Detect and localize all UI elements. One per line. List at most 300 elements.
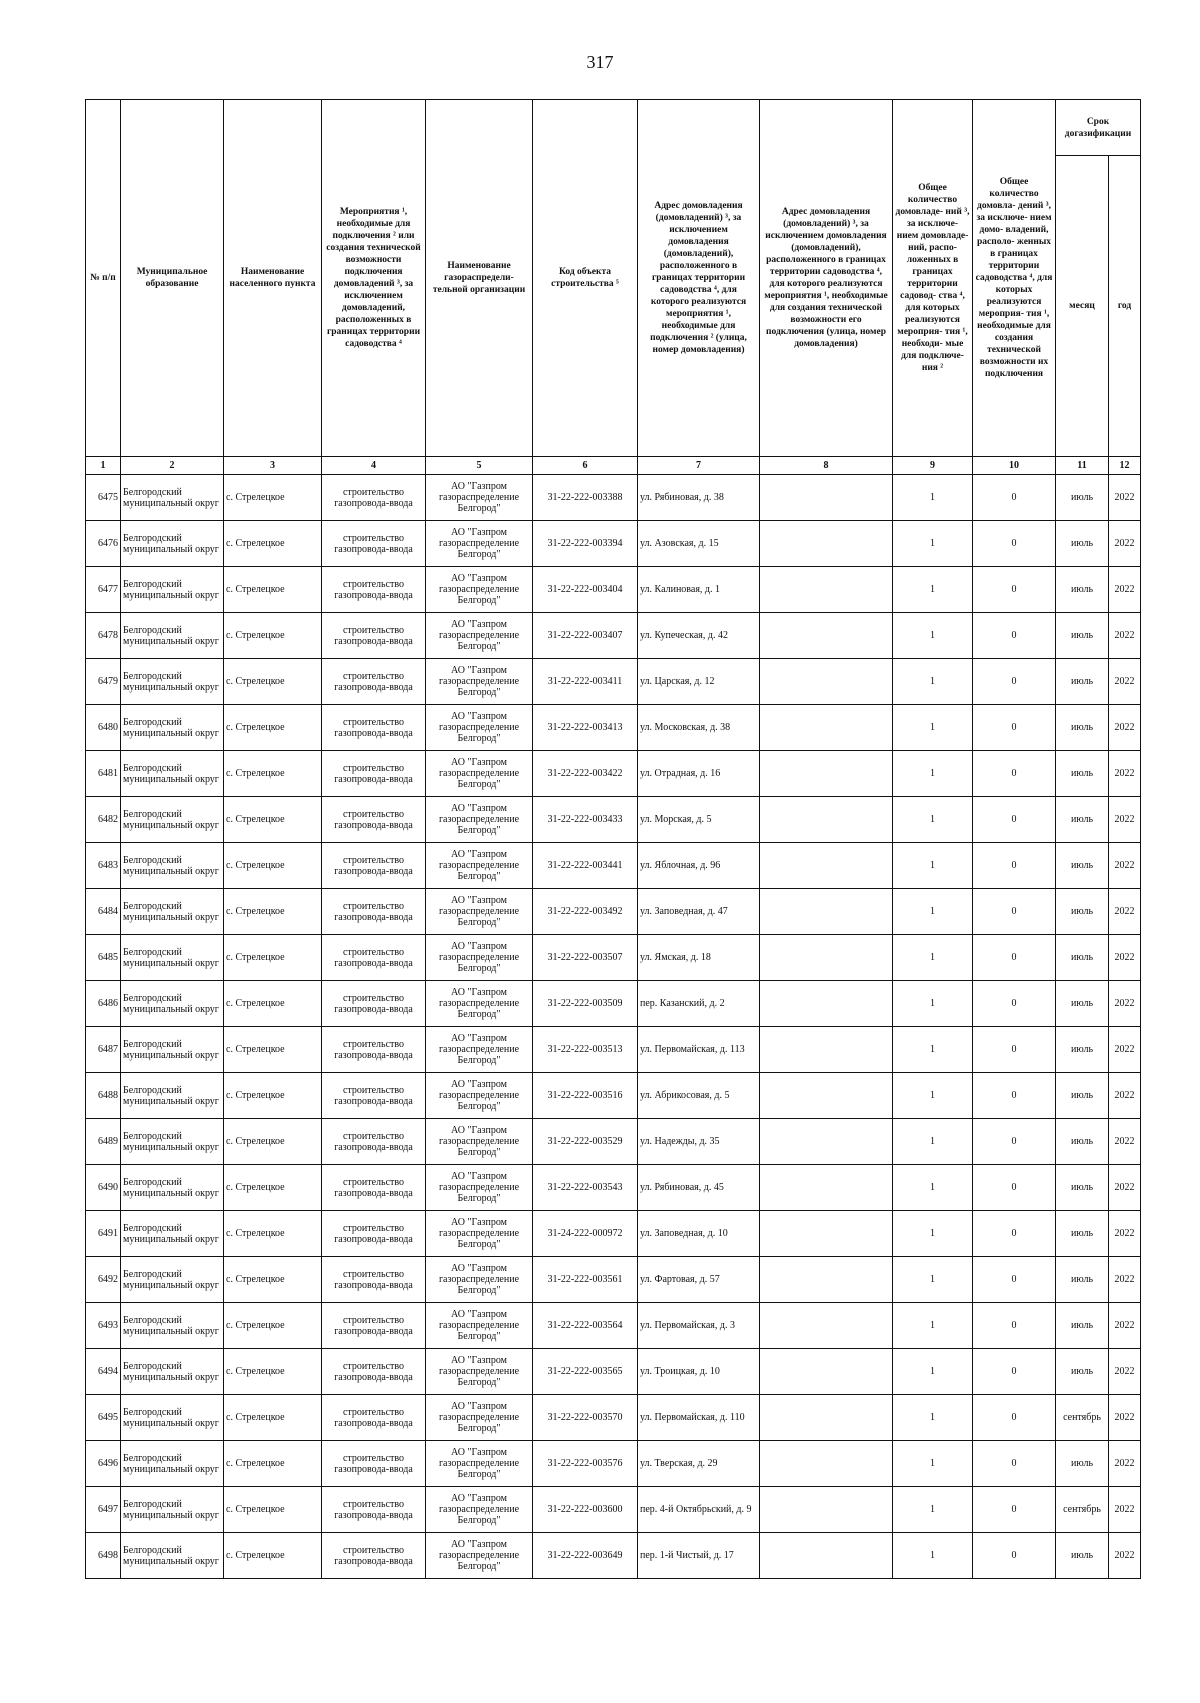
- object-code-cell: 31-22-222-003388: [533, 475, 638, 521]
- municipality-cell: Белгородский муниципальный округ: [121, 1211, 224, 1257]
- measure-cell: строительство газопровода-ввода: [322, 1441, 426, 1487]
- connect-count-cell: 1: [893, 751, 973, 797]
- address-cell: ул. Заповедная, д. 47: [638, 889, 760, 935]
- row-number: 6484: [86, 889, 121, 935]
- header-month: месяц: [1056, 156, 1109, 457]
- year-cell: 2022: [1109, 1533, 1141, 1579]
- month-cell: сентябрь: [1056, 1487, 1109, 1533]
- year-cell: 2022: [1109, 1027, 1141, 1073]
- organization-cell: АО "Газпром газораспределение Белгород": [426, 613, 533, 659]
- header-locality: Наименование населенного пункта: [224, 100, 322, 457]
- connect-count-cell: 1: [893, 567, 973, 613]
- tech-count-cell: 0: [973, 1165, 1056, 1211]
- year-cell: 2022: [1109, 521, 1141, 567]
- tech-count-cell: 0: [973, 1073, 1056, 1119]
- tech-address-cell: [760, 1257, 893, 1303]
- locality-cell: с. Стрелецкое: [224, 1349, 322, 1395]
- connect-count-cell: 1: [893, 797, 973, 843]
- municipality-cell: Белгородский муниципальный округ: [121, 1533, 224, 1579]
- municipality-cell: Белгородский муниципальный округ: [121, 475, 224, 521]
- column-number: 3: [224, 457, 322, 475]
- municipality-cell: Белгородский муниципальный округ: [121, 981, 224, 1027]
- table-row: [86, 1487, 1141, 1533]
- month-cell: июль: [1056, 935, 1109, 981]
- tech-address-cell: [760, 1211, 893, 1257]
- object-code-cell: 31-22-222-003407: [533, 613, 638, 659]
- month-cell: июль: [1056, 1073, 1109, 1119]
- tech-count-cell: 0: [973, 843, 1056, 889]
- locality-cell: с. Стрелецкое: [224, 1487, 322, 1533]
- municipality-cell: Белгородский муниципальный округ: [121, 613, 224, 659]
- tech-address-cell: [760, 1487, 893, 1533]
- header-total-connect: Общее количество домовладе- ний ³, за исключе- нием домовладе- ний, распо- ложенных в границах территории садовод- ства ⁴, для которых реализуются мероприя- тия ¹, необходи- мые для подключе- ния ²: [893, 100, 973, 457]
- year-cell: 2022: [1109, 1349, 1141, 1395]
- address-cell: ул. Первомайская, д. 110: [638, 1395, 760, 1441]
- tech-count-cell: 0: [973, 475, 1056, 521]
- measure-cell: строительство газопровода-ввода: [322, 659, 426, 705]
- connect-count-cell: 1: [893, 659, 973, 705]
- organization-cell: АО "Газпром газораспределение Белгород": [426, 1027, 533, 1073]
- tech-address-cell: [760, 843, 893, 889]
- tech-address-cell: [760, 521, 893, 567]
- organization-cell: АО "Газпром газораспределение Белгород": [426, 475, 533, 521]
- month-cell: июль: [1056, 613, 1109, 659]
- object-code-cell: 31-22-222-003561: [533, 1257, 638, 1303]
- address-cell: пер. 4-й Октябрьский, д. 9: [638, 1487, 760, 1533]
- organization-cell: АО "Газпром газораспределение Белгород": [426, 567, 533, 613]
- locality-cell: с. Стрелецкое: [224, 843, 322, 889]
- address-cell: ул. Отрадная, д. 16: [638, 751, 760, 797]
- municipality-cell: Белгородский муниципальный округ: [121, 1257, 224, 1303]
- row-number: 6487: [86, 1027, 121, 1073]
- object-code-cell: 31-22-222-003509: [533, 981, 638, 1027]
- organization-cell: АО "Газпром газораспределение Белгород": [426, 1303, 533, 1349]
- measure-cell: строительство газопровода-ввода: [322, 1257, 426, 1303]
- municipality-cell: Белгородский муниципальный округ: [121, 1303, 224, 1349]
- measure-cell: строительство газопровода-ввода: [322, 797, 426, 843]
- connect-count-cell: 1: [893, 1349, 973, 1395]
- tech-address-cell: [760, 1441, 893, 1487]
- tech-address-cell: [760, 797, 893, 843]
- locality-cell: с. Стрелецкое: [224, 751, 322, 797]
- year-cell: 2022: [1109, 935, 1141, 981]
- connect-count-cell: 1: [893, 1487, 973, 1533]
- row-number: 6483: [86, 843, 121, 889]
- row-number: 6493: [86, 1303, 121, 1349]
- tech-count-cell: 0: [973, 1257, 1056, 1303]
- locality-cell: с. Стрелецкое: [224, 705, 322, 751]
- row-number: 6494: [86, 1349, 121, 1395]
- organization-cell: АО "Газпром газораспределение Белгород": [426, 1533, 533, 1579]
- tech-count-cell: 0: [973, 1027, 1056, 1073]
- row-number: 6477: [86, 567, 121, 613]
- organization-cell: АО "Газпром газораспределение Белгород": [426, 1487, 533, 1533]
- municipality-cell: Белгородский муниципальный округ: [121, 889, 224, 935]
- locality-cell: с. Стрелецкое: [224, 1533, 322, 1579]
- row-number: 6497: [86, 1487, 121, 1533]
- municipality-cell: Белгородский муниципальный округ: [121, 1027, 224, 1073]
- organization-cell: АО "Газпром газораспределение Белгород": [426, 751, 533, 797]
- address-cell: ул. Первомайская, д. 3: [638, 1303, 760, 1349]
- table-row: [86, 1073, 1141, 1119]
- organization-cell: АО "Газпром газораспределение Белгород": [426, 797, 533, 843]
- connect-count-cell: 1: [893, 1119, 973, 1165]
- municipality-cell: Белгородский муниципальный округ: [121, 1349, 224, 1395]
- row-number: 6491: [86, 1211, 121, 1257]
- locality-cell: с. Стрелецкое: [224, 475, 322, 521]
- column-number: 6: [533, 457, 638, 475]
- table-row: [86, 1027, 1141, 1073]
- month-cell: сентябрь: [1056, 1395, 1109, 1441]
- table-row: [86, 1441, 1141, 1487]
- object-code-cell: 31-22-222-003565: [533, 1349, 638, 1395]
- tech-count-cell: 0: [973, 797, 1056, 843]
- tech-address-cell: [760, 935, 893, 981]
- year-cell: 2022: [1109, 1257, 1141, 1303]
- measure-cell: строительство газопровода-ввода: [322, 705, 426, 751]
- measure-cell: строительство газопровода-ввода: [322, 981, 426, 1027]
- month-cell: июль: [1056, 1533, 1109, 1579]
- table-row: [86, 705, 1141, 751]
- locality-cell: с. Стрелецкое: [224, 1027, 322, 1073]
- locality-cell: с. Стрелецкое: [224, 1119, 322, 1165]
- object-code-cell: 31-22-222-003433: [533, 797, 638, 843]
- organization-cell: АО "Газпром газораспределение Белгород": [426, 1395, 533, 1441]
- address-cell: ул. Фартовая, д. 57: [638, 1257, 760, 1303]
- organization-cell: АО "Газпром газораспределение Белгород": [426, 889, 533, 935]
- header-total-tech: Общее количество домовла- дений ³, за исключе- нием домо- владений, располо- женных в границах территории садоводства ⁴, для которых реализуются мероприя- тия ¹, необходимые для создания технической возможности их подключения: [973, 100, 1056, 457]
- municipality-cell: Белгородский муниципальный округ: [121, 1487, 224, 1533]
- locality-cell: с. Стрелецкое: [224, 659, 322, 705]
- locality-cell: с. Стрелецкое: [224, 1395, 322, 1441]
- year-cell: 2022: [1109, 1303, 1141, 1349]
- organization-cell: АО "Газпром газораспределение Белгород": [426, 1165, 533, 1211]
- locality-cell: с. Стрелецкое: [224, 1257, 322, 1303]
- connect-count-cell: 1: [893, 843, 973, 889]
- row-number: 6496: [86, 1441, 121, 1487]
- locality-cell: с. Стрелецкое: [224, 1165, 322, 1211]
- header-year: год: [1109, 156, 1141, 457]
- column-number: 1: [86, 457, 121, 475]
- connect-count-cell: 1: [893, 935, 973, 981]
- tech-address-cell: [760, 1165, 893, 1211]
- table-row: [86, 797, 1141, 843]
- connect-count-cell: 1: [893, 1211, 973, 1257]
- object-code-cell: 31-22-222-003492: [533, 889, 638, 935]
- organization-cell: АО "Газпром газораспределение Белгород": [426, 659, 533, 705]
- column-number: 7: [638, 457, 760, 475]
- object-code-cell: 31-22-222-003441: [533, 843, 638, 889]
- organization-cell: АО "Газпром газораспределение Белгород": [426, 1257, 533, 1303]
- month-cell: июль: [1056, 1257, 1109, 1303]
- object-code-cell: 31-22-222-003529: [533, 1119, 638, 1165]
- organization-cell: АО "Газпром газораспределение Белгород": [426, 935, 533, 981]
- header-measures: Мероприятия ¹, необходимые для подключения ² или создания технической возможности подключения домовладений ³, за исключением домовладений, расположенных в границах территории садоводства ⁴: [322, 100, 426, 457]
- connect-count-cell: 1: [893, 613, 973, 659]
- address-cell: ул. Азовская, д. 15: [638, 521, 760, 567]
- table-row: [86, 935, 1141, 981]
- row-number: 6492: [86, 1257, 121, 1303]
- tech-address-cell: [760, 1303, 893, 1349]
- connect-count-cell: 1: [893, 1395, 973, 1441]
- locality-cell: с. Стрелецкое: [224, 613, 322, 659]
- tech-count-cell: 0: [973, 1441, 1056, 1487]
- organization-cell: АО "Газпром газораспределение Белгород": [426, 521, 533, 567]
- object-code-cell: 31-22-222-003576: [533, 1441, 638, 1487]
- row-number: 6482: [86, 797, 121, 843]
- measure-cell: строительство газопровода-ввода: [322, 751, 426, 797]
- header-code: Код объекта строительства ⁵: [533, 100, 638, 457]
- locality-cell: с. Стрелецкое: [224, 1073, 322, 1119]
- table-row: [86, 1119, 1141, 1165]
- measure-cell: строительство газопровода-ввода: [322, 1487, 426, 1533]
- measure-cell: строительство газопровода-ввода: [322, 1027, 426, 1073]
- municipality-cell: Белгородский муниципальный округ: [121, 521, 224, 567]
- address-cell: ул. Ямская, д. 18: [638, 935, 760, 981]
- column-number: 2: [121, 457, 224, 475]
- address-cell: ул. Заповедная, д. 10: [638, 1211, 760, 1257]
- tech-count-cell: 0: [973, 613, 1056, 659]
- column-number: 8: [760, 457, 893, 475]
- row-number: 6481: [86, 751, 121, 797]
- tech-count-cell: 0: [973, 705, 1056, 751]
- address-cell: пер. 1-й Чистый, д. 17: [638, 1533, 760, 1579]
- municipality-cell: Белгородский муниципальный округ: [121, 935, 224, 981]
- year-cell: 2022: [1109, 889, 1141, 935]
- locality-cell: с. Стрелецкое: [224, 1211, 322, 1257]
- row-number: 6480: [86, 705, 121, 751]
- address-cell: ул. Первомайская, д. 113: [638, 1027, 760, 1073]
- address-cell: ул. Яблочная, д. 96: [638, 843, 760, 889]
- header-municipality: Муниципальное образование: [121, 100, 224, 457]
- tech-count-cell: 0: [973, 1487, 1056, 1533]
- column-number: 12: [1109, 457, 1141, 475]
- year-cell: 2022: [1109, 659, 1141, 705]
- measure-cell: строительство газопровода-ввода: [322, 567, 426, 613]
- year-cell: 2022: [1109, 475, 1141, 521]
- object-code-cell: 31-22-222-003516: [533, 1073, 638, 1119]
- locality-cell: с. Стрелецкое: [224, 1303, 322, 1349]
- month-cell: июль: [1056, 889, 1109, 935]
- connect-count-cell: 1: [893, 521, 973, 567]
- connect-count-cell: 1: [893, 1073, 973, 1119]
- object-code-cell: 31-22-222-003570: [533, 1395, 638, 1441]
- year-cell: 2022: [1109, 843, 1141, 889]
- organization-cell: АО "Газпром газораспределение Белгород": [426, 1211, 533, 1257]
- address-cell: ул. Тверская, д. 29: [638, 1441, 760, 1487]
- month-cell: июль: [1056, 1165, 1109, 1211]
- measure-cell: строительство газопровода-ввода: [322, 889, 426, 935]
- table-row: [86, 1303, 1141, 1349]
- table-row: [86, 1211, 1141, 1257]
- year-cell: 2022: [1109, 751, 1141, 797]
- month-cell: июль: [1056, 521, 1109, 567]
- object-code-cell: 31-22-222-003513: [533, 1027, 638, 1073]
- organization-cell: АО "Газпром газораспределение Белгород": [426, 1073, 533, 1119]
- address-cell: ул. Купеческая, д. 42: [638, 613, 760, 659]
- measure-cell: строительство газопровода-ввода: [322, 1349, 426, 1395]
- measure-cell: строительство газопровода-ввода: [322, 1211, 426, 1257]
- month-cell: июль: [1056, 659, 1109, 705]
- month-cell: июль: [1056, 1303, 1109, 1349]
- organization-cell: АО "Газпром газораспределение Белгород": [426, 981, 533, 1027]
- row-number: 6498: [86, 1533, 121, 1579]
- table-header: [86, 100, 1141, 475]
- object-code-cell: 31-22-222-003411: [533, 659, 638, 705]
- table-row: [86, 1533, 1141, 1579]
- column-number: 10: [973, 457, 1056, 475]
- organization-cell: АО "Газпром газораспределение Белгород": [426, 1349, 533, 1395]
- year-cell: 2022: [1109, 1487, 1141, 1533]
- row-number: 6488: [86, 1073, 121, 1119]
- row-number: 6490: [86, 1165, 121, 1211]
- municipality-cell: Белгородский муниципальный округ: [121, 659, 224, 705]
- column-number: 4: [322, 457, 426, 475]
- header-org: Наименование газораспредели- тельной организации: [426, 100, 533, 457]
- locality-cell: с. Стрелецкое: [224, 797, 322, 843]
- object-code-cell: 31-22-222-003413: [533, 705, 638, 751]
- tech-address-cell: [760, 1119, 893, 1165]
- month-cell: июль: [1056, 981, 1109, 1027]
- address-cell: ул. Рябиновая, д. 38: [638, 475, 760, 521]
- locality-cell: с. Стрелецкое: [224, 981, 322, 1027]
- object-code-cell: 31-22-222-003507: [533, 935, 638, 981]
- object-code-cell: 31-24-222-000972: [533, 1211, 638, 1257]
- address-cell: ул. Надежды, д. 35: [638, 1119, 760, 1165]
- object-code-cell: 31-22-222-003649: [533, 1533, 638, 1579]
- year-cell: 2022: [1109, 1119, 1141, 1165]
- tech-count-cell: 0: [973, 1119, 1056, 1165]
- row-number: 6486: [86, 981, 121, 1027]
- table-row: [86, 1165, 1141, 1211]
- table-row: [86, 613, 1141, 659]
- month-cell: июль: [1056, 1027, 1109, 1073]
- tech-address-cell: [760, 1073, 893, 1119]
- table-row: [86, 475, 1141, 521]
- measure-cell: строительство газопровода-ввода: [322, 1395, 426, 1441]
- tech-address-cell: [760, 475, 893, 521]
- address-cell: ул. Калиновая, д. 1: [638, 567, 760, 613]
- connect-count-cell: 1: [893, 889, 973, 935]
- month-cell: июль: [1056, 1211, 1109, 1257]
- column-number: 5: [426, 457, 533, 475]
- table-row: [86, 981, 1141, 1027]
- municipality-cell: Белгородский муниципальный округ: [121, 1441, 224, 1487]
- locality-cell: с. Стрелецкое: [224, 935, 322, 981]
- object-code-cell: 31-22-222-003404: [533, 567, 638, 613]
- tech-address-cell: [760, 1349, 893, 1395]
- municipality-cell: Белгородский муниципальный округ: [121, 705, 224, 751]
- tech-address-cell: [760, 705, 893, 751]
- month-cell: июль: [1056, 475, 1109, 521]
- locality-cell: с. Стрелецкое: [224, 1441, 322, 1487]
- row-number: 6475: [86, 475, 121, 521]
- table-row: [86, 843, 1141, 889]
- measure-cell: строительство газопровода-ввода: [322, 475, 426, 521]
- year-cell: 2022: [1109, 613, 1141, 659]
- row-number: 6495: [86, 1395, 121, 1441]
- tech-address-cell: [760, 1533, 893, 1579]
- tech-count-cell: 0: [973, 935, 1056, 981]
- table-row: [86, 521, 1141, 567]
- table-row: [86, 751, 1141, 797]
- row-number: 6476: [86, 521, 121, 567]
- object-code-cell: 31-22-222-003564: [533, 1303, 638, 1349]
- municipality-cell: Белгородский муниципальный округ: [121, 1165, 224, 1211]
- month-cell: июль: [1056, 1349, 1109, 1395]
- address-cell: ул. Царская, д. 12: [638, 659, 760, 705]
- municipality-cell: Белгородский муниципальный округ: [121, 797, 224, 843]
- organization-cell: АО "Газпром газораспределение Белгород": [426, 1441, 533, 1487]
- address-cell: пер. Казанский, д. 2: [638, 981, 760, 1027]
- measure-cell: строительство газопровода-ввода: [322, 1073, 426, 1119]
- measure-cell: строительство газопровода-ввода: [322, 1165, 426, 1211]
- page-number: 317: [586, 52, 614, 72]
- month-cell: июль: [1056, 567, 1109, 613]
- tech-count-cell: 0: [973, 1211, 1056, 1257]
- tech-count-cell: 0: [973, 1349, 1056, 1395]
- tech-count-cell: 0: [973, 659, 1056, 705]
- year-cell: 2022: [1109, 1073, 1141, 1119]
- header-deadline: Срок догазификации: [1056, 100, 1141, 156]
- connect-count-cell: 1: [893, 705, 973, 751]
- header-address-tech: Адрес домовладения (домовладений) ³, за исключением домовладения (домовладений), расположенного в границах территории садоводства ⁴, для которого реализуются мероприятия ¹, необходимые для создания технической возможности его подключения (улица, номер домовладения): [760, 100, 893, 457]
- tech-count-cell: 0: [973, 1395, 1056, 1441]
- year-cell: 2022: [1109, 1395, 1141, 1441]
- tech-count-cell: 0: [973, 567, 1056, 613]
- row-number: 6489: [86, 1119, 121, 1165]
- tech-address-cell: [760, 659, 893, 705]
- column-number: 11: [1056, 457, 1109, 475]
- tech-count-cell: 0: [973, 1533, 1056, 1579]
- year-cell: 2022: [1109, 1211, 1141, 1257]
- row-number: 6478: [86, 613, 121, 659]
- connect-count-cell: 1: [893, 1027, 973, 1073]
- address-cell: ул. Троицкая, д. 10: [638, 1349, 760, 1395]
- municipality-cell: Белгородский муниципальный округ: [121, 1119, 224, 1165]
- municipality-cell: Белгородский муниципальный округ: [121, 751, 224, 797]
- tech-count-cell: 0: [973, 521, 1056, 567]
- organization-cell: АО "Газпром газораспределение Белгород": [426, 843, 533, 889]
- connect-count-cell: 1: [893, 981, 973, 1027]
- locality-cell: с. Стрелецкое: [224, 567, 322, 613]
- year-cell: 2022: [1109, 705, 1141, 751]
- tech-address-cell: [760, 1027, 893, 1073]
- year-cell: 2022: [1109, 1441, 1141, 1487]
- tech-address-cell: [760, 613, 893, 659]
- tech-count-cell: 0: [973, 1303, 1056, 1349]
- month-cell: июль: [1056, 1119, 1109, 1165]
- gasification-table: [85, 99, 1141, 1579]
- connect-count-cell: 1: [893, 1533, 973, 1579]
- tech-address-cell: [760, 889, 893, 935]
- year-cell: 2022: [1109, 1165, 1141, 1211]
- connect-count-cell: 1: [893, 1441, 973, 1487]
- year-cell: 2022: [1109, 567, 1141, 613]
- table-body: [86, 475, 1141, 1579]
- tech-address-cell: [760, 981, 893, 1027]
- municipality-cell: Белгородский муниципальный округ: [121, 1073, 224, 1119]
- object-code-cell: 31-22-222-003600: [533, 1487, 638, 1533]
- table-row: [86, 1349, 1141, 1395]
- tech-count-cell: 0: [973, 981, 1056, 1027]
- municipality-cell: Белгородский муниципальный округ: [121, 1395, 224, 1441]
- connect-count-cell: 1: [893, 1303, 973, 1349]
- row-number: 6485: [86, 935, 121, 981]
- address-cell: ул. Московская, д. 38: [638, 705, 760, 751]
- month-cell: июль: [1056, 843, 1109, 889]
- object-code-cell: 31-22-222-003543: [533, 1165, 638, 1211]
